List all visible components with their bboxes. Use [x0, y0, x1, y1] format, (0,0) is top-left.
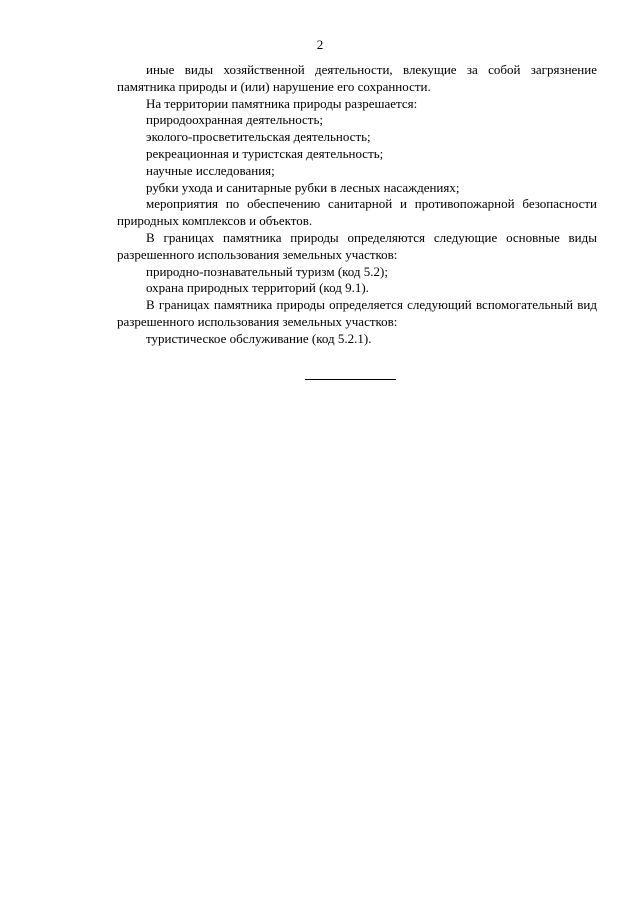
list-item-fire-safety-measures: мероприятия по обеспечению санитарной и противопожарной безопасности природных комплексов и объектов. [117, 196, 597, 229]
paragraph-main-land-use-intro: В границах памятника природы определяются следующие основные виды разрешенного использования земельных участков: [117, 229, 597, 262]
list-item-recreation-tourism: рекреационная и туристская деятельность; [146, 145, 384, 161]
list-item-eco-education: эколого-просветительская деятельность; [146, 129, 371, 145]
list-item-scientific-research: научные исследования; [146, 162, 275, 178]
end-divider-line [305, 379, 396, 380]
list-item-sanitary-felling: рубки ухода и санитарные рубки в лесных насаждениях; [146, 179, 460, 195]
page-number: 2 [316, 37, 324, 52]
paragraph-prohibited-activities: иные виды хозяйственной деятельности, влекущие за собой загрязнение памятника природы и (или) нарушение его сохранности. [117, 62, 597, 94]
list-item-tourist-services: туристическое обслуживание (код 5.2.1). [146, 330, 372, 346]
paragraph-auxiliary-land-use-intro: В границах памятника природы определяется следующий вспомогательный вид разрешенного использования земельных участков: [117, 297, 597, 329]
document-body [117, 62, 597, 348]
list-item-educational-tourism: природно-познавательный туризм (код 5.2); [146, 263, 388, 279]
paragraph-permitted-intro: На территории памятника природы разрешается: [146, 95, 418, 111]
list-item-protected-territories: охрана природных территорий (код 9.1). [146, 280, 369, 296]
list-item-nature-protection: природоохранная деятельность; [146, 112, 324, 128]
